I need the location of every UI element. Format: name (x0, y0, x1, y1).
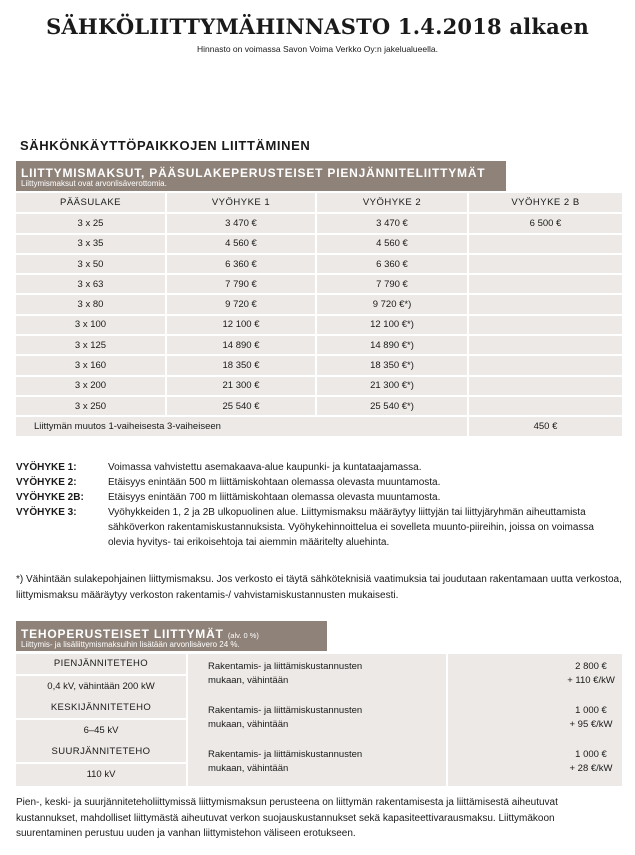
zone-definition (16, 475, 622, 490)
fuse-size: 3 x 160 (16, 355, 166, 375)
zone2b-price (468, 274, 622, 294)
column-header: VYÖHYKE 2 B (468, 193, 622, 213)
table-row (16, 698, 622, 742)
zone2-price: 6 360 € (316, 254, 468, 274)
zone1-price: 6 360 € (166, 254, 316, 274)
table-header-row (16, 193, 622, 213)
connection-description (188, 654, 446, 698)
fuse-size: 3 x 200 (16, 376, 166, 396)
connection-price (448, 698, 622, 742)
description-line: Rakentamis- ja liittämiskustannusten (208, 661, 363, 672)
zone1-price: 3 470 € (166, 213, 316, 233)
zone-label: VYÖHYKE 3: (16, 507, 77, 518)
zone1-price: 21 300 € (166, 376, 316, 396)
section-title: SÄHKÖNKÄYTTÖPAIKKOJEN LIITTÄMINEN (20, 138, 311, 153)
table-row (16, 294, 622, 314)
fuse-size: 3 x 125 (16, 335, 166, 355)
description-line: Rakentamis- ja liittämiskustannusten (208, 749, 363, 760)
table-row (16, 396, 622, 416)
phase-change-price: 450 € (468, 416, 622, 436)
table-row (16, 234, 622, 254)
fuse-based-fees-table (16, 193, 622, 438)
zone2-price: 21 300 €*) (316, 376, 468, 396)
connection-type: KESKIJÄNNITETEHO (16, 698, 186, 718)
zone2b-price (468, 315, 622, 335)
description-line: mukaan, vähintään (208, 719, 289, 730)
zone2-price: 9 720 €*) (316, 294, 468, 314)
fuse-size: 3 x 63 (16, 274, 166, 294)
base-price: 1 000 € (575, 749, 607, 760)
table1-banner-title: LIITTYMISMAKSUT, PÄÄSULAKEPERUSTEISET PIENJÄNNITELIITTYMÄT (21, 166, 486, 180)
zone-label: VYÖHYKE 2: (16, 477, 77, 488)
zone-text: Etäisyys enintään 500 m liittämiskohtaan olemassa olevasta muuntamosta. (108, 477, 441, 488)
table1-banner-subtitle: Liittymismaksut ovat arvonlisäverottomia. (21, 179, 167, 188)
zone1-price: 25 540 € (166, 396, 316, 416)
table2-banner-vat-note: (alv. 0 %) (227, 631, 259, 640)
table-row (16, 213, 622, 233)
zone2b-price (468, 335, 622, 355)
connection-price (448, 654, 622, 698)
zone2-price: 12 100 €*) (316, 315, 468, 335)
per-kw-price: + 28 €/kW (569, 763, 613, 774)
base-price: 1 000 € (575, 705, 607, 716)
table-row (16, 654, 622, 698)
connection-type-cell (16, 654, 186, 698)
fuse-size: 3 x 250 (16, 396, 166, 416)
page-subtitle: Hinnasto on voimassa Savon Voima Verkko Oy:n jakelualueella. (197, 44, 438, 54)
zone-definition (16, 505, 622, 550)
footer-text: Pien-, keski- ja suurjänniteteholiittymissä liittymismaksun perusteena on liittymän rakentamisesta ja liittämisestä aiheutuvat kustannukset, mahdolliset liittymästä aiheutuvat verkon suojauskustannukset sekä kapasiteettivarausmaksu. Liittymäkoon suurentaminen perustuu uuden ja vanhan liittymistehon väliseen erotukseen. (16, 797, 558, 839)
page-title: SÄHKÖLIITTYMÄHINNASTO 1.4.2018 alkaen (46, 14, 589, 39)
column-header: PÄÄSULAKE (16, 193, 166, 213)
phase-change-row (16, 416, 622, 436)
table2-banner-title (21, 627, 327, 641)
zone1-price: 7 790 € (166, 274, 316, 294)
zone2-price: 25 540 €*) (316, 396, 468, 416)
zone1-price: 14 890 € (166, 335, 316, 355)
power-based-connections-table (16, 654, 622, 786)
connection-type: PIENJÄNNITETEHO (16, 654, 186, 674)
zone2b-price (468, 355, 622, 375)
zone2b-price (468, 396, 622, 416)
footnote: *) Vähintään sulakepohjainen liittymismaksu. Jos verkosto ei täytä sähköteknisiä vaatimuksia tai joudutaan rakentamaan uutta verkostoa, liittymismaksu määräytyy verkoston rakentamis-/ vahvistamiskustannusten mukaisesti. (16, 574, 622, 601)
zone-text: Vyöhykkeiden 1, 2 ja 2B ulkopuolinen alue. Liittymismaksu määräytyy liittyjän tai liittyjäryhmän aiheuttamista sähköverkon rakentamiskustannuksista. Vyöhykehinnoittelua ei sovelleta muunto-piireihin, joissa on voimassa olevia hyvitys- tai erikoisehtoja tai aiemmin määritelty aluehinta. (108, 507, 594, 548)
connection-voltage: 0,4 kV, vähintään 200 kW (16, 676, 186, 698)
zone-definition (16, 460, 622, 475)
zone2b-price: 6 500 € (468, 213, 622, 233)
zone2b-price (468, 234, 622, 254)
zone2b-price (468, 294, 622, 314)
zone1-price: 18 350 € (166, 355, 316, 375)
zone2-price: 14 890 €*) (316, 335, 468, 355)
description-line: Rakentamis- ja liittämiskustannusten (208, 705, 363, 716)
fuse-size: 3 x 80 (16, 294, 166, 314)
fuse-size: 3 x 25 (16, 213, 166, 233)
zone2-price: 18 350 €*) (316, 355, 468, 375)
table-row (16, 254, 622, 274)
zone1-price: 4 560 € (166, 234, 316, 254)
table-row (16, 355, 622, 375)
zone-label: VYÖHYKE 2B: (16, 492, 84, 503)
description-line: mukaan, vähintään (208, 675, 289, 686)
table-row (16, 274, 622, 294)
fuse-size: 3 x 35 (16, 234, 166, 254)
connection-voltage: 6–45 kV (16, 720, 186, 742)
zone2b-price (468, 376, 622, 396)
zone2b-price (468, 254, 622, 274)
zone2-price: 7 790 € (316, 274, 468, 294)
zone1-price: 12 100 € (166, 315, 316, 335)
table2-banner (16, 621, 327, 651)
zone-text: Voimassa vahvistettu asemakaava-alue kaupunki- ja kuntataajamassa. (108, 462, 422, 473)
column-header: VYÖHYKE 1 (166, 193, 316, 213)
table1-banner (16, 161, 506, 191)
connection-type: SUURJÄNNITETEHO (16, 742, 186, 762)
zone-label: VYÖHYKE 1: (16, 462, 77, 473)
connection-price (448, 742, 622, 786)
zone-definition (16, 490, 622, 505)
per-kw-price: + 95 €/kW (569, 719, 613, 730)
zone1-price: 9 720 € (166, 294, 316, 314)
table-row (16, 315, 622, 335)
table-row (16, 742, 622, 786)
connection-description (188, 742, 446, 786)
zone2-price: 3 470 € (316, 213, 468, 233)
table-row (16, 335, 622, 355)
fuse-size: 3 x 100 (16, 315, 166, 335)
connection-type-cell (16, 742, 186, 786)
connection-voltage: 110 kV (16, 764, 186, 786)
column-header: VYÖHYKE 2 (316, 193, 468, 213)
description-line: mukaan, vähintään (208, 763, 289, 774)
table-row (16, 376, 622, 396)
table2-banner-title-main: TEHOPERUSTEISET LIITTYMÄT (21, 627, 224, 641)
connection-description (188, 698, 446, 742)
per-kw-price: + 110 €/kW (567, 675, 615, 686)
zone2-price: 4 560 € (316, 234, 468, 254)
zone-text: Etäisyys enintään 700 m liittämiskohtaan olemassa olevasta muuntamosta. (108, 492, 441, 503)
base-price: 2 800 € (575, 661, 607, 672)
table2-banner-subtitle: Liittymis- ja lisäliittymismaksuihin lisätään arvonlisävero 24 %. (21, 640, 240, 649)
connection-type-cell (16, 698, 186, 742)
zone-definitions (16, 460, 622, 550)
phase-change-label: Liittymän muutos 1-vaiheisesta 3-vaiheiseen (16, 416, 468, 436)
fuse-size: 3 x 50 (16, 254, 166, 274)
